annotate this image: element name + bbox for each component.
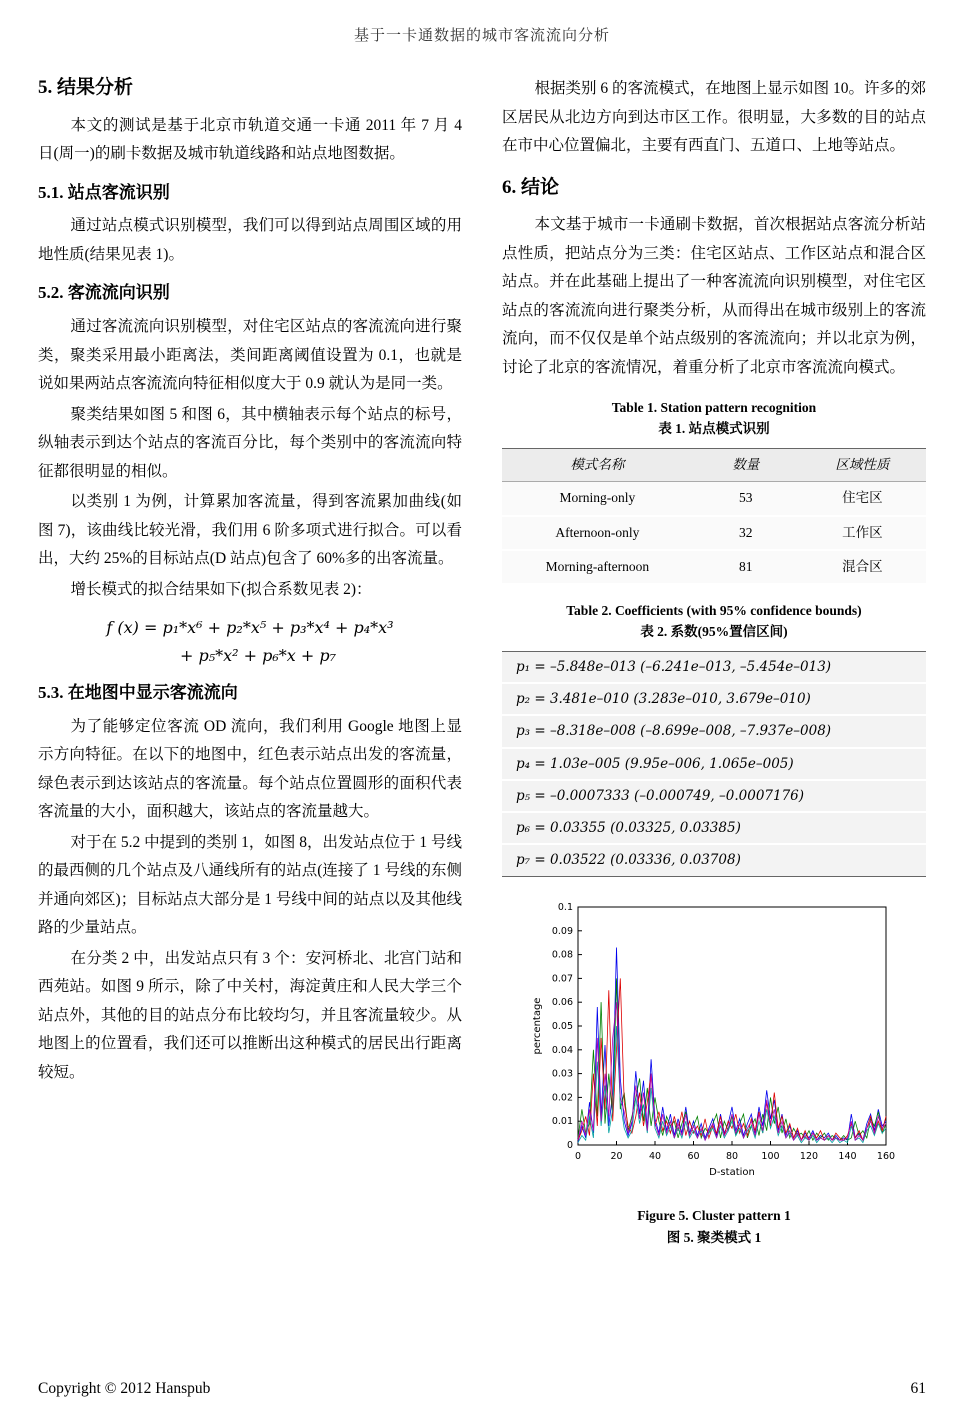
x-tick-label: 140 [838, 1150, 857, 1162]
x-tick-label: 160 [876, 1150, 896, 1162]
table1-cell: 混合区 [799, 550, 926, 584]
table1-cell: Afternoon-only [502, 516, 693, 550]
coefficient-row: p₁ = –5.848e–013 (–6.241e–013, –5.454e–013) [502, 652, 926, 684]
page-footer [38, 1380, 926, 1398]
figure5 [502, 895, 926, 1249]
table1-header-count: 数量 [693, 449, 799, 482]
y-tick-label: 0.05 [551, 1020, 573, 1032]
left-column [38, 75, 462, 1248]
paragraph: 根据类别 6 的客流模式，在地图上显示如图 10。许多的郊区居民从北边方向到达市区工作。很明显，大多数的目的站点在市中心位置偏北，主要有西直门、五道口、上地等站点。 [502, 80, 926, 155]
table2-caption-en: Table 2. Coefficients (with 95% confidence bounds) [566, 603, 862, 619]
y-axis-label: percentage [532, 997, 543, 1055]
figure5-caption-zh: 图 5. 聚类模式 1 [666, 1229, 762, 1245]
x-axis-label: D-station [709, 1166, 755, 1178]
page-number: 61 [910, 1380, 926, 1397]
y-tick-label: 0.08 [551, 949, 573, 961]
table1-cell: 32 [693, 516, 799, 550]
table1-row [502, 482, 926, 516]
polynomial-formula [38, 614, 462, 668]
table1-cell: 53 [693, 482, 799, 516]
table1-cell: Morning-only [502, 482, 693, 516]
y-tick-label: 0 [566, 1139, 573, 1151]
coefficient-row: p₄ = 1.03e–005 (9.95e–006, 1.065e–005) [502, 749, 926, 781]
paragraph: 聚类结果如图 5 和图 6，其中横轴表示每个站点的标号，纵轴表示到达个站点的客流百分比，每个类别中的客流流向特征都很明显的相似。 [38, 405, 462, 480]
y-tick-label: 0.1 [557, 901, 573, 913]
table1-row [502, 516, 926, 550]
x-tick-label: 20 [610, 1150, 623, 1162]
table1 [502, 448, 926, 585]
figure5-chart [528, 895, 900, 1198]
paragraph: 本文的测试是基于北京市轨道交通一卡通 2011 年 7 月 4 日(周一)的刷卡数据及城市轨道线路和站点地图数据。 [38, 116, 462, 163]
table1-cell: Morning-afternoon [502, 550, 693, 584]
table1-cell: 81 [693, 550, 799, 584]
paragraph: 以类别 1 为例，计算累加客流量，得到客流累加曲线(如图 7)，该曲线比较光滑，我们用 6 阶多项式进行拟合。可以看出，大约 25%的目标站点(D 站点)包含了 60%多的出客流量。 [38, 493, 462, 568]
y-tick-label: 0.09 [551, 925, 573, 937]
coefficient-row: p₆ = 0.03355 (0.03325, 0.03385) [502, 813, 926, 845]
formula-line-2: + p₅*x² + p₆*x + p₇ [179, 645, 337, 665]
coefficient-row: p₇ = 0.03522 (0.03336, 0.03708) [502, 845, 926, 875]
y-tick-label: 0.02 [551, 1092, 573, 1104]
y-tick-label: 0.06 [551, 996, 573, 1008]
table1-header-region: 区域性质 [799, 449, 926, 482]
coefficient-row: p₃ = –8.318e–008 (–8.699e–008, –7.937e–008) [502, 716, 926, 748]
y-tick-label: 0.03 [551, 1068, 573, 1080]
section-5-2-heading: 5.2. 客流流向识别 [38, 283, 170, 303]
table1-row [502, 550, 926, 584]
table1-cell: 住宅区 [799, 482, 926, 516]
y-tick-label: 0.04 [551, 1044, 573, 1056]
paragraph: 本文基于城市一卡通刷卡数据，首次根据站点客流分析站点性质，把站点分为三类：住宅区站点、工作区站点和混合区站点。并在此基础上提出了一种客流流向识别模型，对住宅区站点的客流流向进行聚类分析，从而得出在城市级别上的客流流向，而不仅仅是单个站点级别的客流流向；并以北京为例，讨论了北京的客流情况，着重分析了北京市客流流向模式。 [502, 216, 926, 376]
x-tick-label: 80 [725, 1150, 739, 1162]
formula-line-1: f (x) = p₁*x⁶ + p₂*x⁵ + p₃*x⁴ + p₄*x³ [106, 618, 394, 638]
table1-caption-en: Table 1. Station pattern recognition [611, 400, 817, 416]
two-column-layout [38, 75, 926, 1248]
right-column [502, 75, 926, 1248]
section-6-heading: 6. 结论 [502, 176, 560, 198]
table1-header-row [502, 449, 926, 482]
x-tick-label: 100 [761, 1150, 780, 1162]
table1-body [502, 482, 926, 584]
figure5-caption [502, 1205, 926, 1248]
table2-caption-zh: 表 2. 系数(95%置信区间) [640, 624, 788, 639]
x-tick-label: 0 [574, 1150, 582, 1162]
table2-caption [502, 601, 926, 643]
table1-header-pattern: 模式名称 [502, 449, 693, 482]
table1-caption-zh: 表 1. 站点模式识别 [658, 421, 770, 437]
section-5-heading: 5. 结果分析 [38, 77, 134, 98]
paragraph: 通过站点模式识别模型，我们可以得到站点周围区域的用地性质(结果见表 1)。 [38, 217, 462, 263]
figure5-caption-en: Figure 5. Cluster pattern 1 [637, 1208, 791, 1224]
section-5-3-heading: 5.3. 在地图中显示客流流向 [38, 682, 238, 702]
coefficient-row: p₅ = –0.0007333 (–0.000749, –0.0007176) [502, 781, 926, 813]
y-tick-label: 0.07 [551, 973, 573, 985]
table2 [502, 651, 926, 877]
copyright-text: Copyright © 2012 Hanspub [38, 1380, 211, 1397]
paragraph: 为了能够定位客流 OD 流向，我们利用 Google 地图上显示方向特征。在以下的地图中，红色表示站点出发的客流量，绿色表示到达该站点的客流量。每个站点位置圆形的面积代表客流量的大小，面积越大，该站点的客流量越大。 [38, 717, 462, 821]
paragraph: 对于在 5.2 中提到的类别 1，如图 8，出发站点位于 1 号线的最西侧的几个站点及八通线所有的站点(连接了 1 号线的东侧并通向郊区)；目标站点大部分是 1 号线中间的站点以及其他线路的少量站点。 [38, 833, 462, 937]
x-tick-label: 120 [799, 1150, 819, 1162]
section-5-1-heading: 5.1. 站点客流识别 [38, 182, 170, 202]
y-tick-label: 0.01 [551, 1115, 573, 1127]
cluster-pattern-plot [528, 895, 900, 1187]
table1-caption [502, 398, 926, 440]
coefficient-row: p₂ = 3.481e–010 (3.283e–010, 3.679e–010) [502, 684, 926, 716]
paper-title: 基于一卡通数据的城市客流流向分析 [353, 28, 610, 44]
paragraph: 通过客流流向识别模型，对住宅区站点的客流流向进行聚类，聚类采用最小距离法，类间距离阈值设置为 0.1，也就是说如果两站点客流流向特征相似度大于 0.9 就认为是同一类。 [38, 318, 462, 393]
x-tick-label: 40 [648, 1150, 662, 1162]
paragraph: 在分类 2 中，出发站点只有 3 个：安河桥北、北宫门站和西苑站。如图 9 所示，除了中关村，海淀黄庄和人民大学三个站点外，其他的目的站点分布比较均匀，并且客流量较少。从地图上的位置看，我们还可以推断出这种模式的居民出行距离较短。 [38, 949, 462, 1081]
paragraph: 增长模式的拟合结果如下(拟合系数见表 2)： [70, 580, 372, 598]
table1-cell: 工作区 [799, 516, 926, 550]
x-tick-label: 60 [687, 1150, 700, 1162]
